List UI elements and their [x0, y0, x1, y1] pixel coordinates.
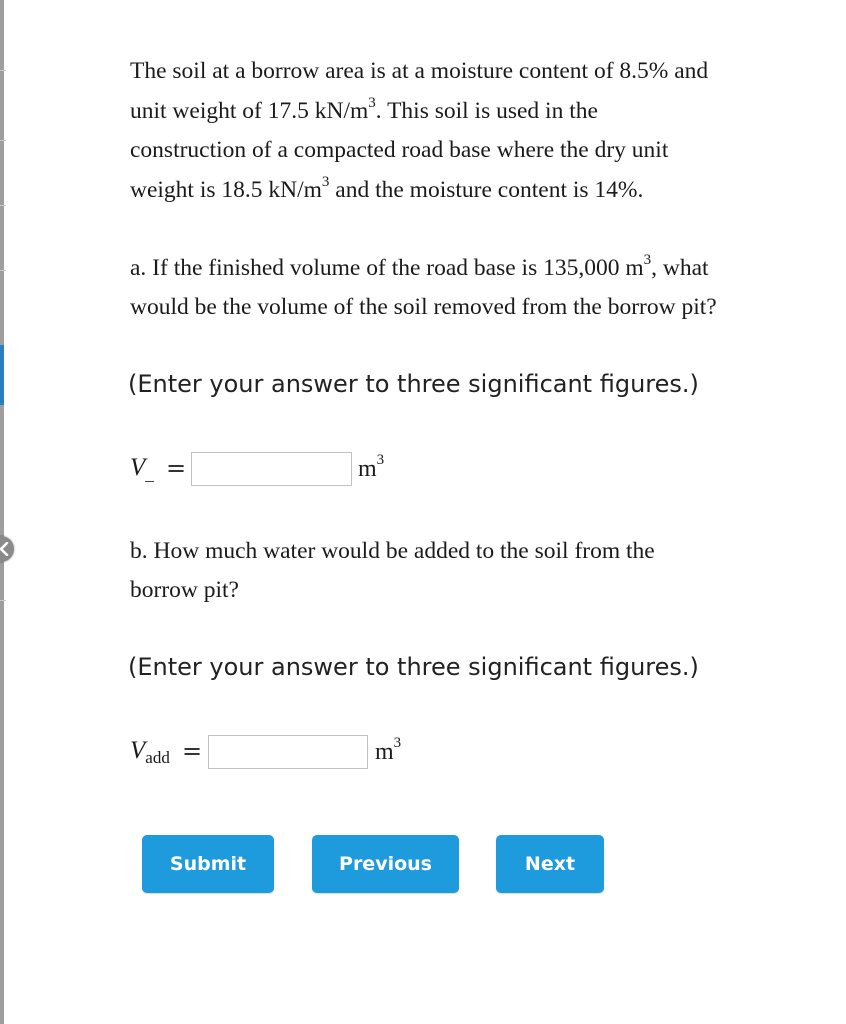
part-b-unit: $m^3$ [375, 735, 402, 765]
part-a-answer-input[interactable] [191, 452, 352, 486]
part-b-line: b. How much water would be added to the soil from the [130, 538, 655, 564]
problem-line: unit weight of 17.5 $kN/m^3$. This soil is used in the [130, 94, 598, 124]
part-a-variable-label: $V_{\_}$ [130, 454, 154, 484]
equals-sign: = [182, 737, 203, 765]
part-b-answer-input[interactable] [208, 735, 368, 769]
previous-button[interactable]: Previous [312, 835, 459, 893]
problem-line: The soil at a borrow area is at a moisture content of 8.5% and [130, 58, 709, 84]
submit-button[interactable]: Submit [142, 835, 274, 893]
part-b-line: borrow pit? [130, 577, 239, 603]
left-rail-divider [0, 205, 6, 206]
chevron-left-icon [0, 542, 9, 556]
part-a-question [130, 249, 717, 327]
left-rail-active-indicator [0, 345, 4, 405]
part-b-question [130, 532, 655, 610]
problem-line: weight is 18.5 $kN/m^3$ and the moisture content is 14%. [130, 173, 644, 203]
part-a-line: would be the volume of the soil removed from the borrow pit? [130, 294, 717, 320]
left-rail-divider [0, 140, 6, 141]
part-a-instruction: (Enter your answer to three significant figures.) [128, 370, 699, 398]
part-a-line: a. If the finished volume of the road base is 135,000 $m^3$, what [130, 252, 709, 281]
next-button[interactable]: Next [496, 835, 604, 893]
problem-statement [130, 52, 810, 210]
part-b-instruction: (Enter your answer to three significant figures.) [128, 653, 699, 681]
problem-line: construction of a compacted road base where the dry unit [130, 137, 669, 163]
left-rail [0, 0, 4, 1024]
part-b-variable-label: $V_{add}$ [130, 737, 170, 767]
left-rail-divider [0, 70, 6, 71]
part-a-unit: $m^3$ [358, 452, 385, 482]
left-rail-divider [0, 600, 6, 601]
left-rail-divider [0, 270, 6, 271]
equals-sign: = [166, 454, 187, 482]
collapse-panel-handle[interactable] [0, 536, 14, 562]
